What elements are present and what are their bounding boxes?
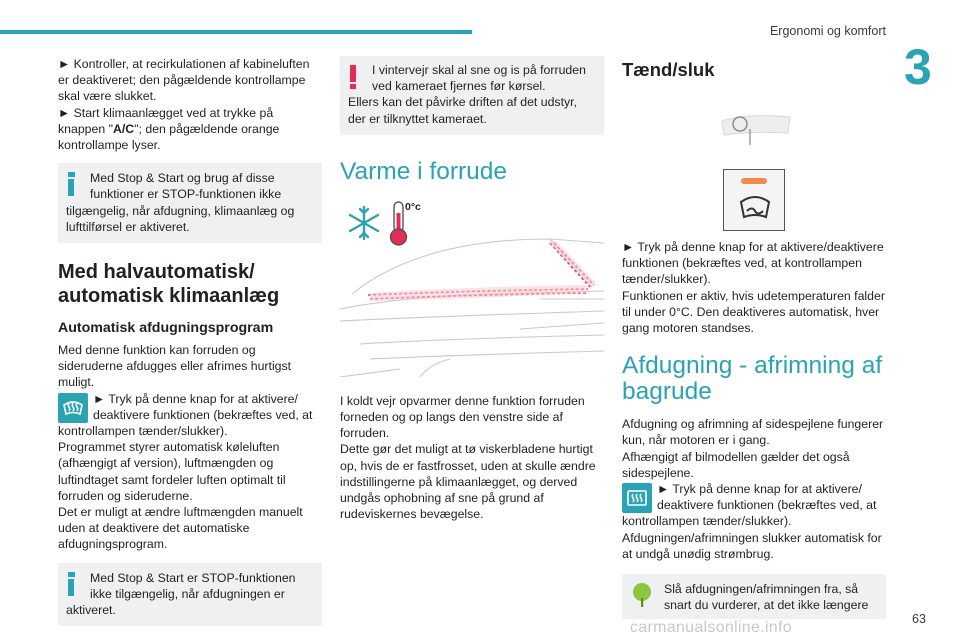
intro-paragraph-2: [58, 105, 322, 154]
column-middle: [340, 56, 604, 522]
warning-box-camera: [340, 56, 604, 135]
warning-icon: [349, 65, 358, 91]
heated-windscreen-illustration: [340, 199, 604, 377]
windscreen-heating-icon: [738, 193, 772, 221]
subheading-auto-defog: Automatisk afdugningsprogram: [58, 320, 274, 337]
on-off-paragraph-2: Funktionen er aktiv, hvis udetemperaturen falder til under 0°C. Den deaktiveres automatisk, hver gang motoren standses.: [622, 288, 885, 336]
defog-paragraph-3: Det er muligt at ændre luftmængden manuelt uden at deaktivere det automatiske afdugningsprogram.: [58, 505, 303, 552]
on-off-paragraph-1: ► Tryk på denne knap for at aktivere/deaktivere funktionen (bekræftes ved, at kontrollampen tænder/slukker).: [622, 240, 884, 287]
info-box-stop-start-1: [58, 163, 322, 243]
info-icon: [67, 572, 76, 598]
defog-paragraph-1: Med denne funktion kan forruden og sideruderne afdugges eller afrimes hurtigst muligt.: [58, 343, 292, 390]
rear-defog-step-rest: kontrollampen tænder/slukker).: [622, 514, 792, 529]
column-right: [622, 56, 886, 619]
heading-rear-line-1: Afdugning - afrimning af: [622, 352, 883, 380]
snowflake-icon: [350, 207, 378, 239]
windscreen-illustration-svg: [340, 199, 604, 377]
on-off-illustration: [622, 81, 886, 221]
rear-defog-step-text: [622, 481, 886, 513]
defog-step-text: [58, 391, 322, 423]
step-line-2: deaktivere funktionen (bekræftes ved, at: [657, 498, 877, 513]
page-number: 63: [912, 612, 926, 626]
rear-defog-paragraph-1: Afdugning og afrimning af sidespejlene fungerer kun, når motoren er i gang.: [622, 417, 884, 448]
heading-rear-defog: [622, 353, 886, 405]
eco-box: [622, 574, 886, 619]
heading-rear-line-2: bagrude: [622, 378, 712, 406]
eco-lead: Slå afdugningen/afrimningen fra, så snart du vurderer, at det ikke længere: [664, 582, 869, 613]
warning-text: Ellers kan det påvirke driften af det udstyr, der er tilknyttet kameraet.: [348, 95, 577, 126]
intro-paragraph-1: ► Kontroller, at recirkulationen af kabineluften er deaktiveret; den pågældende kontrollampe skal være slukket.: [58, 57, 310, 104]
info-box-text: tilgængelig, når afdugning, klimaanlæg og lufttilførsel er aktiveret.: [66, 203, 295, 234]
heated-windscreen-paragraph-2: Dette gør det muligt at tø viskerbladene hurtigt op, hvis de er fastfrosset, uden at skulle ændre indstillingerne på klimaanlægget, og derved undgås ophobning af sne på grund af rudeviskernes bevægelse.: [340, 442, 596, 522]
watermark: carmanualsonline.info: [630, 619, 792, 636]
button-indicator-lamp: [741, 178, 767, 184]
temperature-label: 0°c: [405, 200, 421, 213]
heading-on-off: Tænd/sluk: [622, 59, 715, 80]
step-line-2: deaktivere funktionen (bekræftes ved, at: [93, 407, 313, 422]
rear-defog-paragraph-3: Afdugningen/afrimningen slukker automatisk for at undgå unødig strømbrug.: [622, 530, 882, 561]
heated-windscreen-paragraph-1: I koldt vejr opvarmer denne funktion forruden forneden og op langs den venstre side af forruden.: [340, 393, 585, 441]
header-accent-bar: [0, 30, 472, 34]
defog-paragraph-2: Programmet styrer automatisk køleluften (afhængigt af version), luftmængden og luftindtaget samt fordeler luften optimalt til forruden og sideruderne.: [58, 440, 286, 503]
heating-zone-side-fill: [548, 241, 596, 285]
eco-leaf-icon: [631, 582, 653, 608]
windscreen-defog-button-icon: [58, 393, 88, 423]
info-box-lead: Med Stop & Start og brug af disse funktioner er STOP-funktionen ikke: [90, 171, 282, 202]
ac-key-label: A/C: [112, 121, 135, 136]
chapter-number: 3: [904, 39, 932, 95]
intro-paragraph-2-end: "; den pågældende orange kontrollampe lyser.: [58, 121, 280, 153]
intro-paragraph-2-start: ► Start klimaanlægget ved at trykke på knappen ": [58, 105, 274, 136]
step-line-1: ► Tryk på denne knap for at aktivere/: [657, 482, 862, 497]
heading-line-2: automatisk klimaanlæg: [58, 285, 280, 308]
rear-defog-step: [622, 481, 886, 513]
info-box-text: aktiveret.: [66, 603, 116, 618]
warning-lead: I vintervejr skal al sne og is på forruden ved kameraet fjernes før kørsel.: [372, 63, 586, 94]
info-box-lead: Med Stop & Start er STOP-funktionen ikke tilgængelig, når afdugningen er: [90, 570, 296, 601]
info-box-stop-start-2: [58, 563, 322, 627]
dashboard-steering-illustration: [718, 109, 794, 149]
heading-semi-auto-climate: [58, 260, 322, 308]
heading-heated-windscreen: Varme i forrude: [340, 157, 508, 185]
column-left: [58, 56, 322, 626]
rear-defog-paragraph-2: Afhængigt af bilmodellen gælder det også sidespejlene.: [622, 449, 850, 480]
defog-step: [58, 391, 322, 423]
heading-line-1: Med halvautomatisk/: [58, 261, 255, 284]
section-title: Ergonomi og komfort: [769, 24, 886, 38]
step-line-1: ► Tryk på denne knap for at aktivere/: [93, 391, 298, 406]
defog-step-rest: kontrollampen tænder/slukker).: [58, 424, 228, 439]
heated-windscreen-button[interactable]: [723, 169, 785, 231]
info-icon: [67, 172, 76, 198]
rear-defog-button-icon: [622, 483, 652, 513]
